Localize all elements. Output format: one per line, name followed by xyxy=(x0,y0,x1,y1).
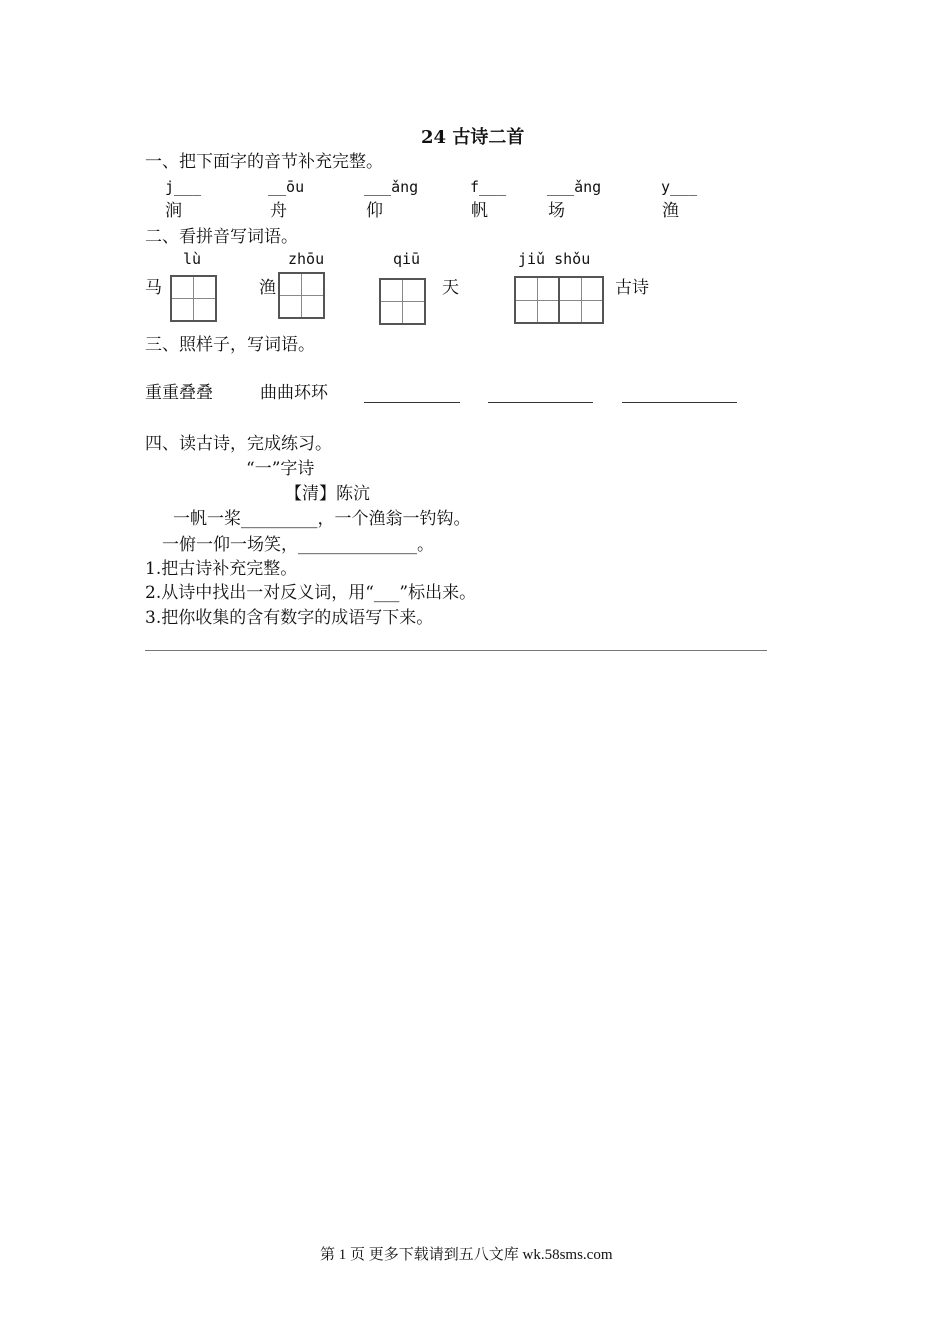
pinyin-blank: j___ xyxy=(165,178,202,196)
page-footer: 第 1 页 更多下载请到五八文库 wk.58sms.com xyxy=(320,1247,613,1263)
poem-title: “一”字诗 xyxy=(246,459,315,479)
word-prefix: 马 xyxy=(145,278,162,298)
pinyin-hint: lù xyxy=(183,250,202,268)
pinyin-blank: __ōu xyxy=(268,178,305,196)
example-word: 曲曲环环 xyxy=(260,383,328,403)
pinyin-hint: jiǔ shǒu xyxy=(518,250,591,268)
pinyin-blank: f___ xyxy=(470,178,507,196)
hanzi-char: 帆 xyxy=(471,201,488,221)
pinyin-blank: y___ xyxy=(661,178,698,196)
hanzi-char: 仰 xyxy=(366,201,383,221)
section4-heading: 四、读古诗，完成练习。 xyxy=(145,434,332,454)
section3-heading: 三、照样子，写词语。 xyxy=(145,335,315,355)
hanzi-char: 舟 xyxy=(270,201,287,221)
section2-heading: 二、看拼音写词语。 xyxy=(145,227,298,247)
word-suffix: 古诗 xyxy=(615,278,649,298)
writing-grid[interactable] xyxy=(170,275,217,322)
writing-grid[interactable] xyxy=(379,278,426,325)
pinyin-blank: ___ǎng xyxy=(364,178,419,196)
question-item: 3.把你收集的含有数字的成语写下来。 xyxy=(145,608,434,628)
writing-grid-cell[interactable] xyxy=(558,276,604,324)
writing-grid[interactable] xyxy=(278,272,325,319)
poem-line: 一俯一仰一场笑，______________。 xyxy=(162,535,434,555)
pinyin-hint: zhōu xyxy=(288,250,325,268)
page-title: 24 古诗二首 xyxy=(421,127,525,148)
word-suffix: 天 xyxy=(442,278,459,298)
question-item: 2.从诗中找出一对反义词，用“___”标出来。 xyxy=(145,583,477,603)
answer-line[interactable] xyxy=(145,650,767,651)
writing-grid-double[interactable] xyxy=(514,276,604,324)
poem-author: 【清】陈沆 xyxy=(285,484,370,504)
pinyin-hint: qiū xyxy=(393,250,421,268)
answer-line[interactable] xyxy=(622,402,737,403)
word-prefix: 渔 xyxy=(259,278,276,298)
answer-line[interactable] xyxy=(364,402,460,403)
writing-grid-cell[interactable] xyxy=(514,276,560,324)
hanzi-char: 渔 xyxy=(662,201,679,221)
section1-heading: 一、把下面字的音节补充完整。 xyxy=(145,152,383,172)
pinyin-blank: ___ǎng xyxy=(547,178,602,196)
question-item: 1.把古诗补充完整。 xyxy=(145,559,298,579)
poem-line: 一帆一桨_________，一个渔翁一钓钩。 xyxy=(173,509,471,529)
hanzi-char: 涧 xyxy=(165,201,182,221)
answer-line[interactable] xyxy=(488,402,593,403)
hanzi-char: 场 xyxy=(548,201,565,221)
example-word: 重重叠叠 xyxy=(145,383,213,403)
